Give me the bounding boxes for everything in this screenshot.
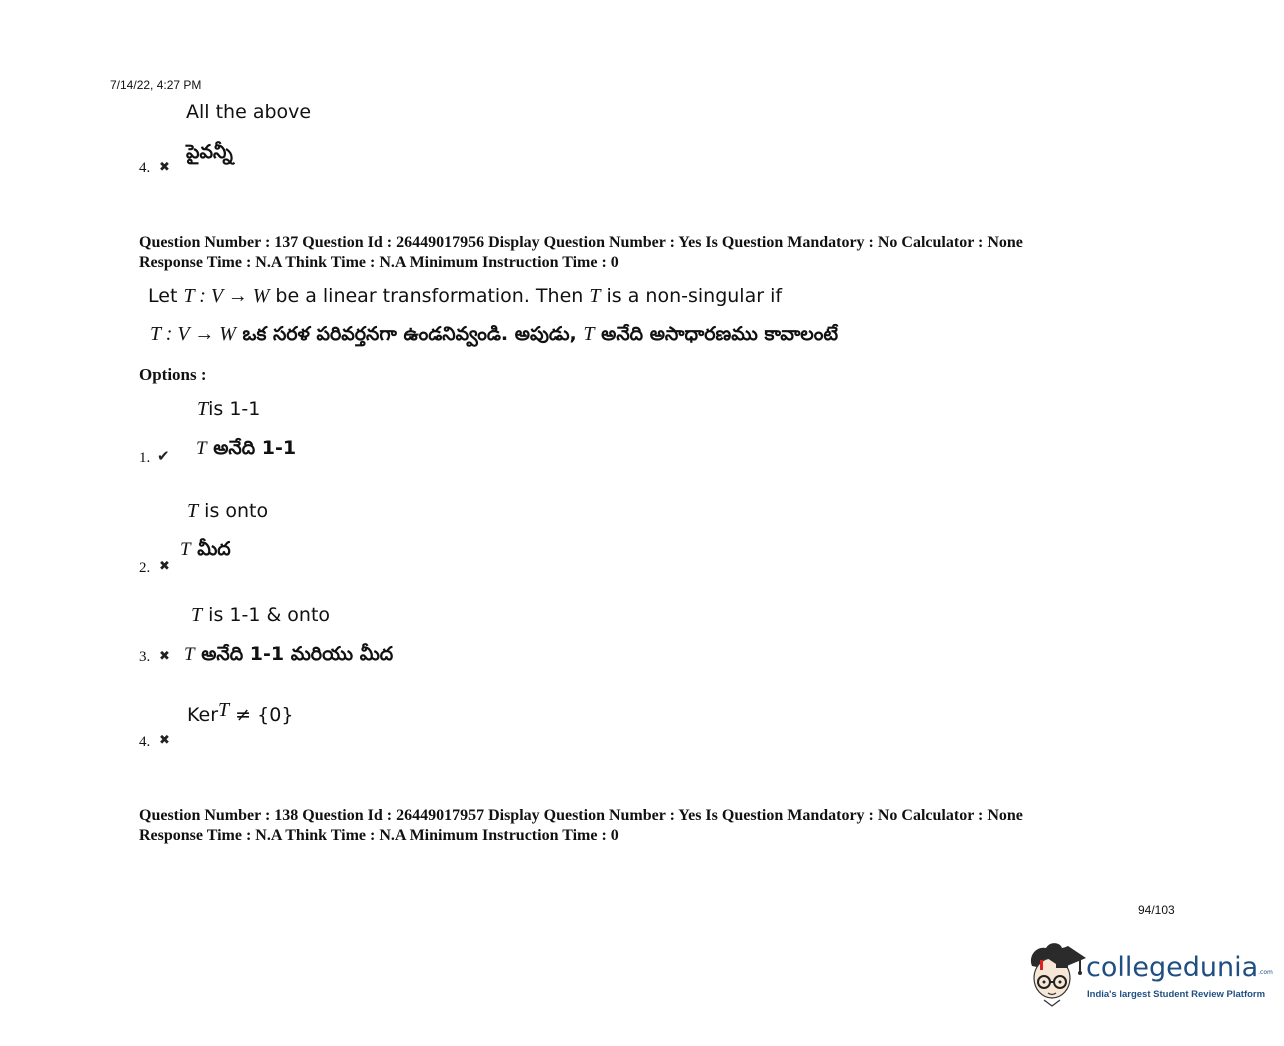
- stem-math: T : V → W: [183, 285, 270, 307]
- stem-text: is a non-singular if: [600, 285, 783, 307]
- option-math-T: T: [180, 539, 191, 560]
- stem-text: ఒక సరళ పరివర్తనగా ఉండనివ్వండి. అపుడు,: [235, 323, 584, 345]
- option-1-number: 1.: [139, 450, 151, 466]
- option-text: is 1-1: [208, 398, 261, 420]
- stem-text: అనేది అసాధారణము కావాలంటే: [594, 323, 839, 345]
- page-number: 94/103: [1138, 903, 1175, 917]
- q138-meta-line2: Response Time : N.A Think Time : N.A Minimum Instruction Time : 0: [139, 827, 619, 844]
- stem-math-T: T: [589, 285, 601, 307]
- option-3-telugu: [184, 643, 393, 670]
- prev-option-4-number: 4.: [139, 160, 151, 176]
- option-math-T: T: [187, 500, 199, 522]
- option-text: Ker: [187, 704, 219, 726]
- cross-icon: ✖: [159, 648, 170, 663]
- option-text: is 1-1 & onto: [202, 604, 331, 626]
- option-math-T: T: [197, 398, 209, 420]
- options-label: Options :: [139, 365, 207, 384]
- option-2-english: [187, 500, 268, 523]
- option-text: ≠ {0}: [229, 704, 294, 726]
- option-math-T: T: [184, 644, 195, 665]
- stem-math-T: T: [583, 323, 595, 345]
- option-2-number: 2.: [139, 560, 151, 576]
- collegedunia-logo-text: [1086, 952, 1273, 983]
- option-3-number: 3.: [139, 649, 151, 665]
- cross-icon: ✖: [159, 159, 170, 174]
- option-1-telugu: [196, 437, 296, 464]
- q137-stem-telugu: [150, 323, 838, 350]
- logo-tagline: India's largest Student Review Platform: [1087, 989, 1266, 1000]
- prev-option-4-english: All the above: [186, 101, 312, 123]
- cross-icon: ✖: [159, 558, 170, 573]
- collegedunia-mascot-icon: [1022, 938, 1092, 1008]
- q137-stem-english: [148, 285, 782, 308]
- logo-name: collegedunia: [1086, 952, 1259, 983]
- option-3-english: [191, 604, 330, 627]
- q137-meta-line2: Response Time : N.A Think Time : N.A Minimum Instruction Time : 0: [139, 254, 619, 271]
- option-4-english: [187, 699, 294, 727]
- stem-text: be a linear transformation. Then: [269, 285, 590, 307]
- print-timestamp: 7/14/22, 4:27 PM: [110, 78, 202, 92]
- option-text: అనేది 1-1: [206, 437, 297, 459]
- option-math-T: T: [191, 604, 203, 626]
- stem-math: T : V → W: [150, 323, 236, 345]
- logo-dotcom: .com: [1258, 969, 1273, 976]
- prev-option-4-telugu: పైవన్నీ: [186, 141, 233, 163]
- option-math-T: T: [218, 699, 230, 721]
- option-text: is onto: [198, 500, 269, 522]
- option-text: అనేది 1-1 మరియు మీద: [194, 643, 394, 665]
- option-math-T: T: [196, 438, 207, 459]
- option-1-english: [197, 398, 260, 421]
- stem-text: Let: [148, 285, 184, 307]
- option-2-telugu: [180, 538, 231, 565]
- check-icon: ✔: [157, 448, 170, 465]
- cross-icon: ✖: [159, 732, 170, 747]
- option-4-number: 4.: [139, 734, 151, 750]
- q137-meta-line1: Question Number : 137 Question Id : 26449017956 Display Question Number : Yes Is Question Mandatory : No Calculator : None: [139, 234, 1023, 251]
- option-text: మీద: [190, 538, 231, 560]
- q138-meta-line1: Question Number : 138 Question Id : 26449017957 Display Question Number : Yes Is Question Mandatory : No Calculator : None: [139, 807, 1023, 824]
